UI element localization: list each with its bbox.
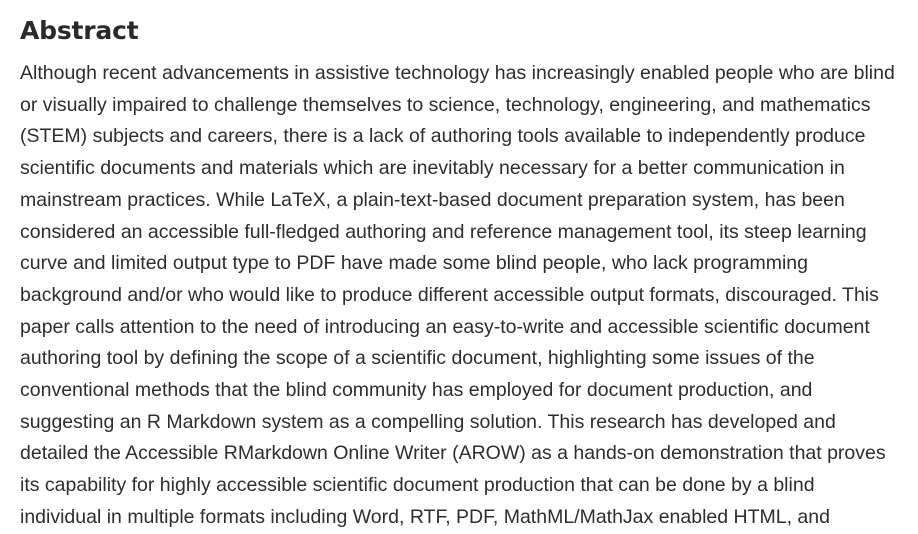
abstract-line: scientific documents and materials which are inevitably necessary for a better communication in xyxy=(20,157,845,180)
abstract-line: (STEM) subjects and careers, there is a lack of authoring tools available to independently produce xyxy=(20,125,866,148)
abstract-line: mainstream practices. While LaTeX, a plain-text-based document preparation system, has been xyxy=(20,188,845,211)
abstract-heading: Abstract xyxy=(20,16,139,45)
abstract-paragraph xyxy=(20,58,910,534)
abstract-section xyxy=(20,14,910,534)
abstract-line: its capability for highly accessible scientific document production that can be done by a blind xyxy=(20,474,815,497)
abstract-line: paper calls attention to the need of introducing an easy-to-write and accessible scientific document xyxy=(20,315,870,338)
abstract-line: considered an accessible full-fledged authoring and reference management tool, its steep learning xyxy=(20,220,867,243)
abstract-line: authoring tool by defining the scope of a scientific document, highlighting some issues of the xyxy=(20,347,815,370)
abstract-line: suggesting an R Markdown system as a compelling solution. This research has developed and xyxy=(20,410,836,433)
abstract-line: individual in multiple formats including Word, RTF, PDF, MathML/MathJax enabled HTML, and xyxy=(20,505,830,528)
abstract-line: detailed the Accessible RMarkdown Online Writer (AROW) as a hands-on demonstration that proves xyxy=(20,442,886,465)
abstract-line: background and/or who would like to produce different accessible output formats, discouraged. This xyxy=(20,283,879,306)
abstract-line: curve and limited output type to PDF have made some blind people, who lack programming xyxy=(20,252,808,275)
abstract-line: or visually impaired to challenge themselves to science, technology, engineering, and mathematics xyxy=(20,93,871,116)
abstract-line: conventional methods that the blind community has employed for document production, and xyxy=(20,379,813,402)
abstract-line: Although recent advancements in assistive technology has increasingly enabled people who are blind xyxy=(20,62,895,84)
